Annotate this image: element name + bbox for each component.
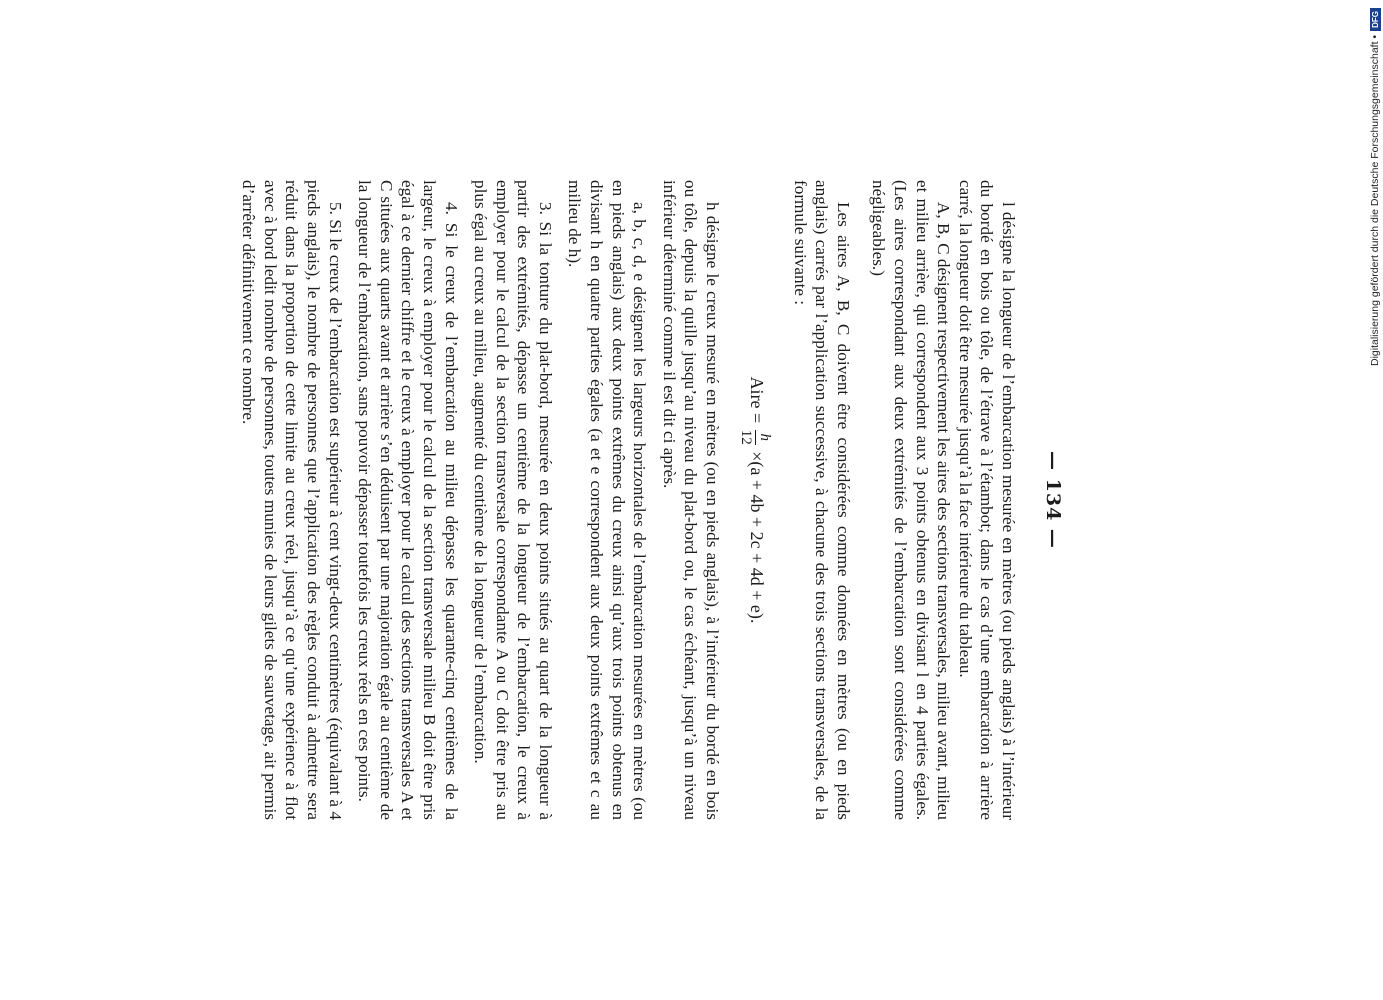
- formula-lhs: Aire =: [747, 376, 768, 424]
- paragraph-aires: Les aires A, B, C doivent être considérées comme données en mètres (ou en pieds anglais) carrés par l’application successive, à chacune des trois sections transversales, de la formule suivante :: [790, 180, 853, 820]
- paragraph-longueur: l désigne la longueur de l’embarcation mesurée en mètres (ou pieds anglais) à l’intérieur du bordé en bois ou tôle, de l’étrave à l’étambot; dans le cas d’une embarcation à arrière carré, la longueur doit être mesurée jusqu’à la face intérieure du tableau.: [955, 180, 1018, 820]
- digitization-stamp: [1366, 8, 1383, 400]
- stamp-text: Digitalisierung gefördert durch die Deutsche Forschungsgemeinschaft •: [1369, 34, 1381, 366]
- page-number: — 134 —: [1042, 451, 1064, 549]
- paragraph-creux: h désigne le creux mesuré en mètres (ou en pieds anglais), à l’intérieur du bordé en bois ou tôle, depuis la quille jusqu’au niveau du plat-bord ou, le cas échéant, jusqu’à un niveau inférieur déterminé comme il est dit ci après.: [659, 180, 723, 820]
- formula-numerator: h: [755, 430, 774, 445]
- paragraph-largeurs: a, b, c, d, e désignent les largeurs horizontales de l’embarcation mesurées en mètres (ou en pieds anglais) aux deux points extrêmes du creux ainsi qu’aux trois points obtenus en divisant h en quatre parties égales (a et e correspondent aux deux points extrêmes et c au milieu de h).: [565, 180, 650, 820]
- paragraph-creux-milieu: 4. Si le creux de l’embarcation au milieu dépasse les quarante-cinq centièmes de la largeur, le creux à employer pour le calcul de la section transversale milieu B doit être pris égal à ce dernier chiffre et le creux à employer pour le calcul des sections transversales A et C situées aux quarts avant et arrière s’en déduisent par une majoration égale au centième de la longueur de l’embarcation, sans pouvoir dépasser toutefois les creux réels en ces points.: [355, 180, 461, 820]
- paragraph-sections: A, B, C désignent respectivement les aires des sections transversales, milieu avant, milieu et milieu arrière, qui correspondent aux 3 points obtenus en divisant l en 4 parties égales. (Les aires correspondant aux deux extrémités de l’embarcation sont considérées comme négligeables.): [869, 180, 954, 820]
- paragraph-creux-superieur: 5. Si le creux de l’embarcation est supérieur à cent vingt-deux centimètres (équivalant à 4 pieds anglais), le nombre de personnes que l’application des règles conduit à admettre sera réduit dans la proportion de cette limite au creux réel, jusqu’à ce qu’une expérience à flot avec à bord ledit nombre de personnes, toutes munies de leurs gilets de sauvetage, ait permis d’arrêter définitivement ce nombre.: [239, 180, 345, 820]
- formula-denominator: 12: [737, 429, 754, 445]
- formula-rhs: ×(a + 4b + 2c + 4d + e).: [747, 451, 768, 624]
- formula-fraction: [737, 430, 774, 445]
- dfg-logo: DFG: [1370, 8, 1381, 31]
- area-formula: [729, 180, 785, 820]
- paragraph-tonture: 3. Si la tonture du plat-bord, mesurée en deux points situés au quart de la longueur à partir des extrémités, dépasse un centième de la longueur de l’embarcation, le creux à employer pour le calcul de la section transversale correspondante A ou C doit être pris au plus égal au creux au milieu, augmenté du centième de la longueur de l’embarcation.: [471, 180, 555, 820]
- rotated-document-page: [165, 180, 1065, 820]
